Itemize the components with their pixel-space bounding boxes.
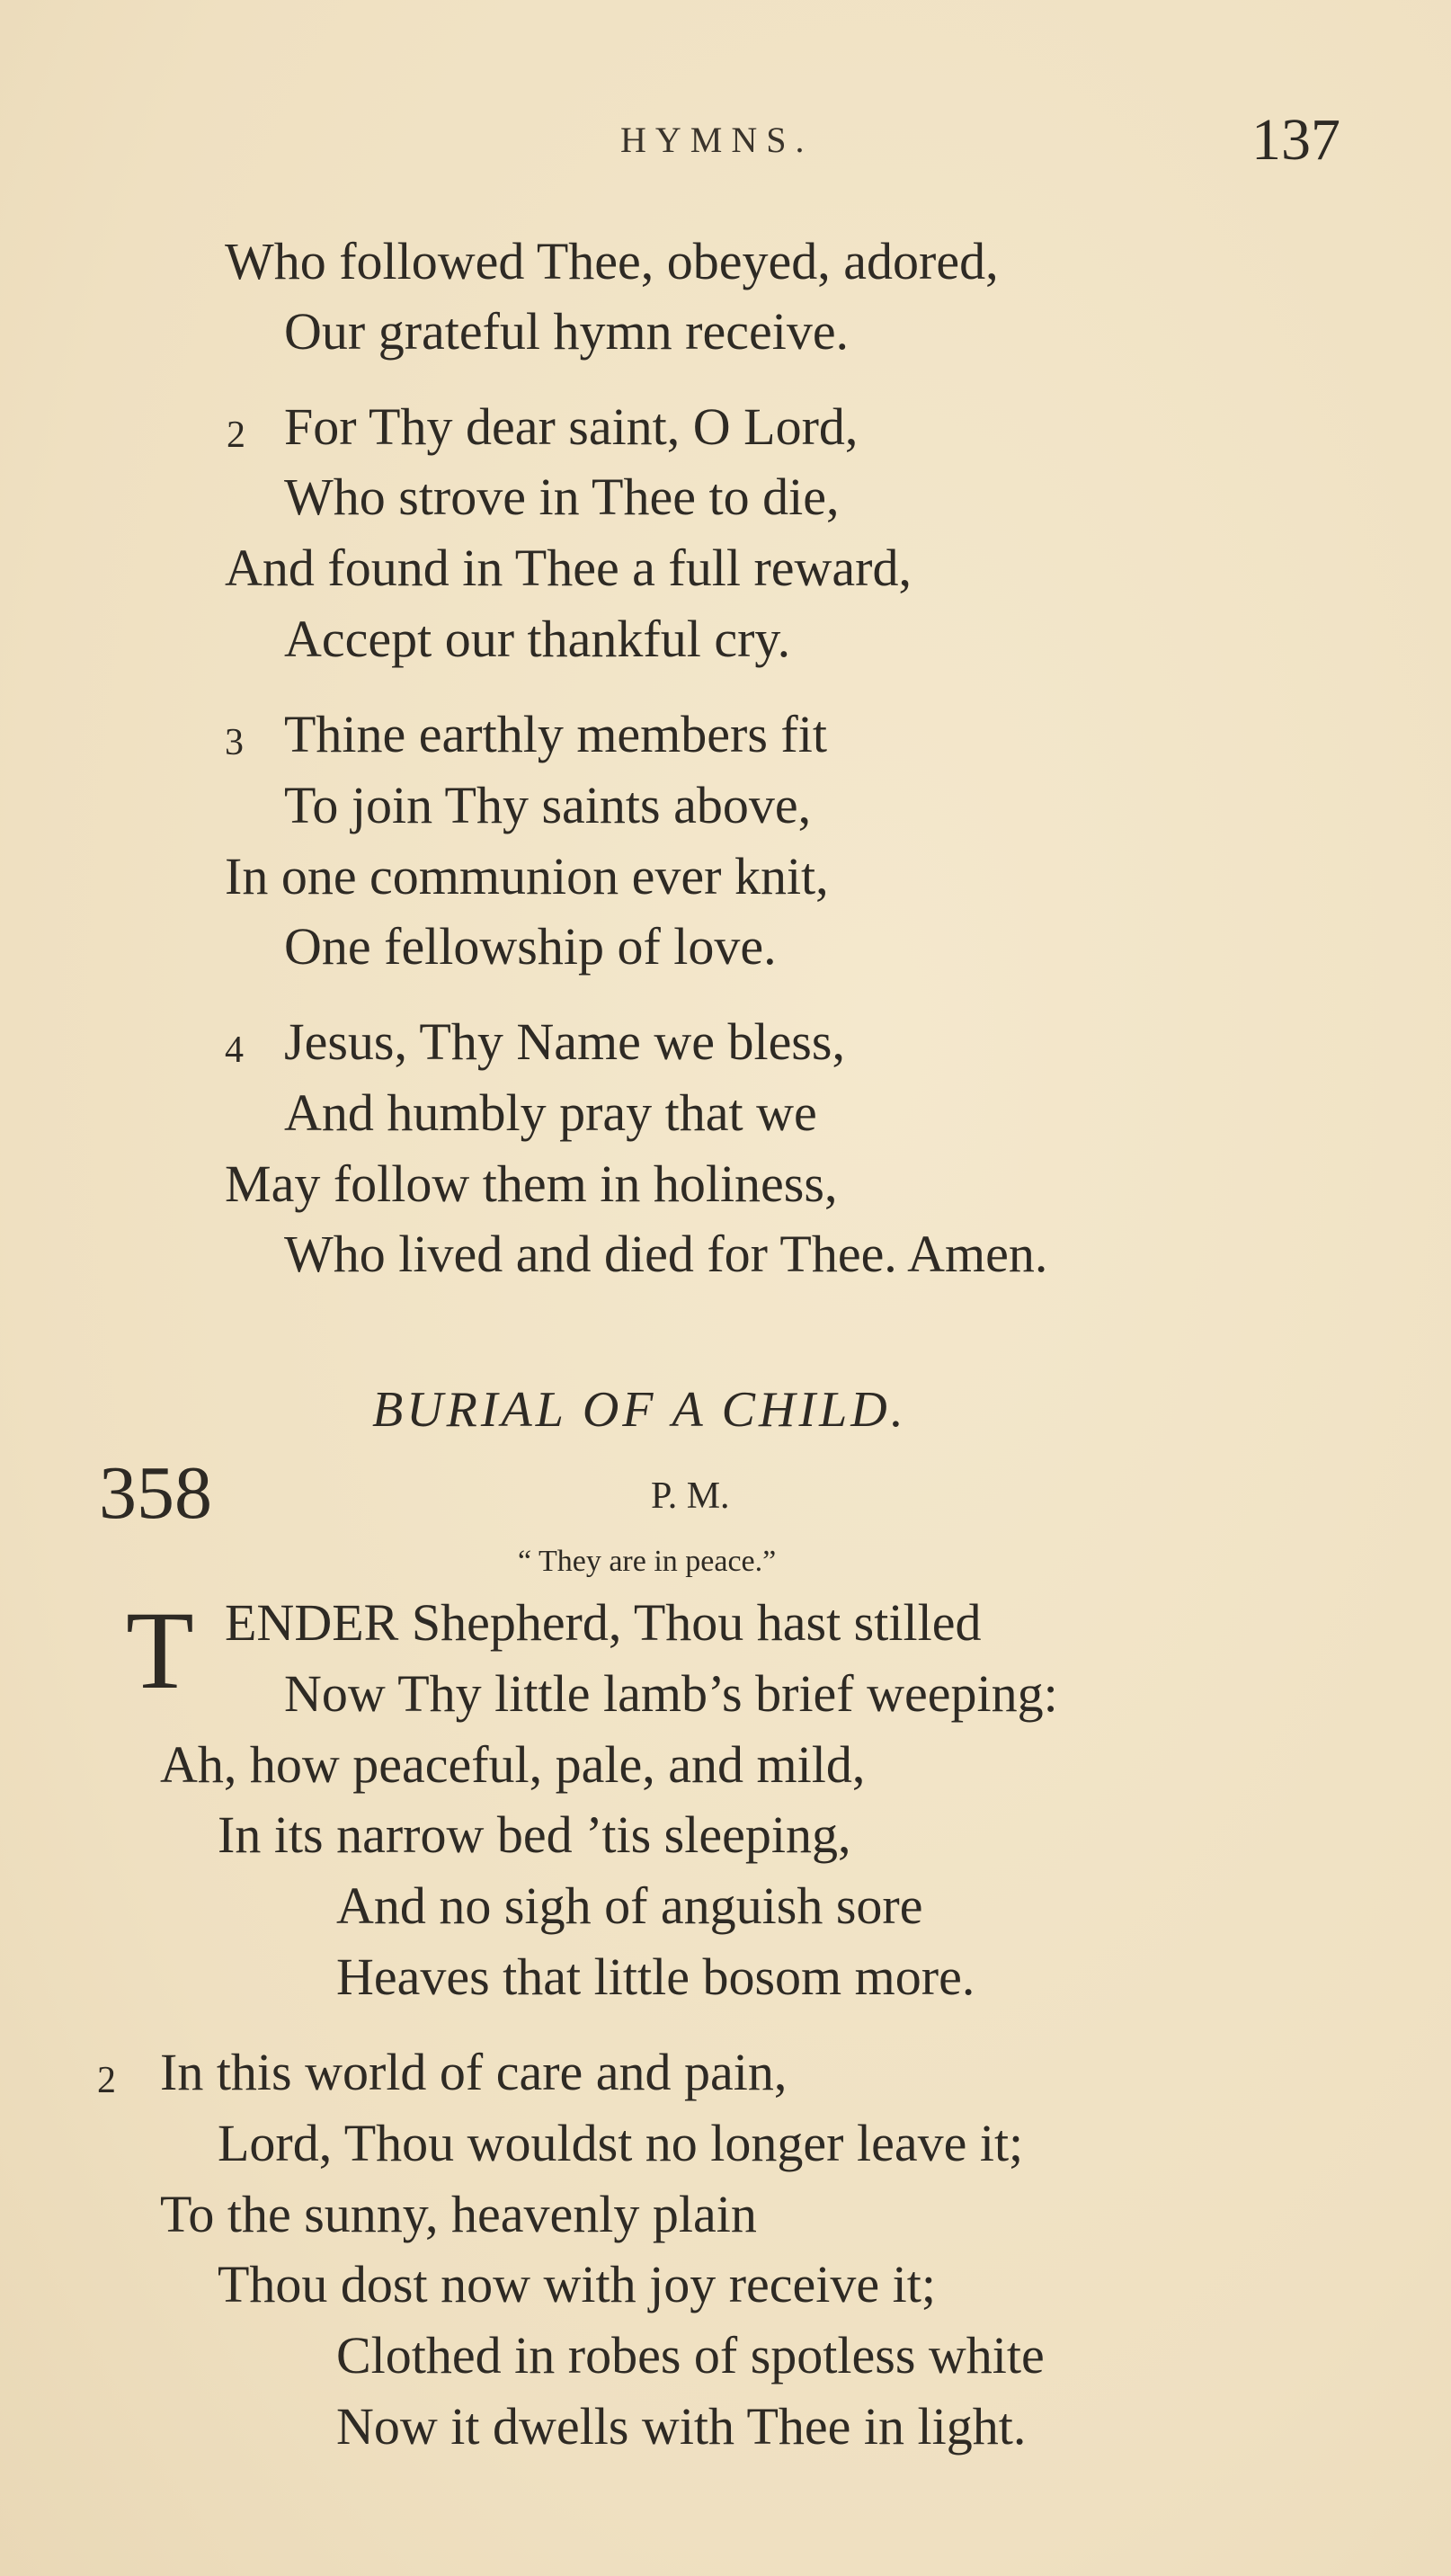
verse-line: One fellowship of love.: [284, 917, 777, 976]
verse-line: Who lived and died for Thee. Amen.: [284, 1225, 1048, 1283]
verse-number: 2: [97, 2060, 116, 2101]
verse-line: Now Thy little lamb’s brief weeping:: [284, 1664, 1058, 1723]
verse-line: In one communion ever knit,: [225, 847, 829, 905]
meter-label: P. M.: [651, 1475, 730, 1517]
verse-line: In this world of care and pain,: [160, 2043, 788, 2101]
verse-line: To the sunny, heavenly plain: [160, 2185, 757, 2243]
verse-line: Accept our thankful cry.: [284, 610, 791, 668]
hymn-number: 358: [99, 1451, 212, 1535]
verse-line: Our grateful hymn receive.: [284, 302, 850, 361]
drop-cap: T: [126, 1589, 194, 1712]
verse-number: 3: [225, 722, 244, 763]
epigraph: “ They are in peace.”: [518, 1545, 777, 1578]
verse-line: Thine earthly members fit: [284, 705, 827, 763]
verse-line: Now it dwells with Thee in light.: [336, 2397, 1027, 2456]
verse-line: Ah, how peaceful, pale, and mild,: [160, 1735, 866, 1794]
verse-line: And no sigh of anguish sore: [336, 1876, 923, 1935]
verse-line: ENDER Shepherd, Thou hast stilled: [225, 1593, 982, 1652]
verse-line: Heaves that little bosom more.: [336, 1948, 975, 2006]
verse-line: And humbly pray that we: [284, 1083, 817, 1142]
page-number: 137: [1251, 107, 1340, 173]
verse-number: 4: [225, 1030, 244, 1071]
verse-line: Lord, Thou wouldst no longer leave it;: [218, 2114, 1024, 2172]
verse-line: Clothed in robes of spotless white: [336, 2326, 1045, 2384]
verse-line: Thou dost now with joy receive it;: [218, 2255, 936, 2313]
verse-line: And found in Thee a full reward,: [225, 539, 912, 597]
verse-line: Jesus, Thy Name we bless,: [284, 1012, 845, 1071]
verse-line: Who followed Thee, obeyed, adored,: [225, 232, 999, 290]
verse-line: For Thy dear saint, O Lord,: [284, 397, 859, 456]
verse-line: In its narrow bed ’tis sleeping,: [218, 1805, 851, 1864]
running-header: HYMNS.: [620, 120, 814, 160]
hymn-title: BURIAL OF A CHILD.: [372, 1382, 907, 1438]
verse-line: To join Thy saints above,: [284, 776, 812, 834]
verse-line: May follow them in holiness,: [225, 1154, 838, 1213]
verse-line: Who strove in Thee to die,: [284, 468, 840, 526]
verse-number: 2: [227, 414, 245, 456]
